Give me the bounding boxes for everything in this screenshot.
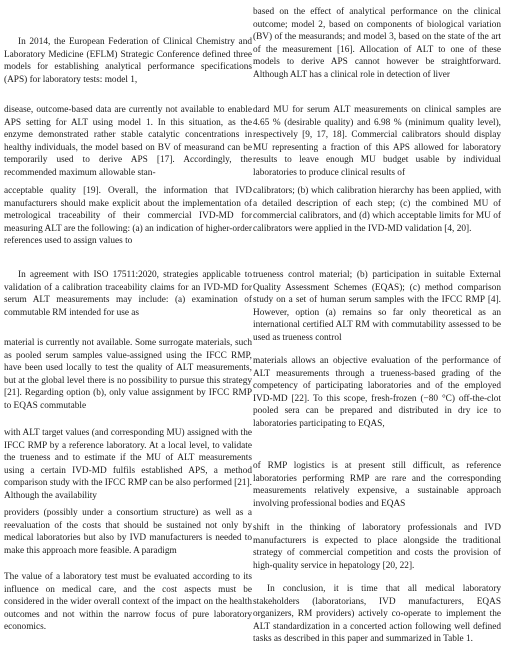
paragraph-ivd-information: acceptable quality [19]. Overall, the information that IVD manufacturers should make explicit about the implementation of metrological traceability of their commercial IVD-MD for measuring ALT are the following: (a) an indication of higher-order references used to assign values to	[4, 186, 252, 247]
paragraph-mu-specifications: dard MU for serum ALT measurements on clinical samples are 4.65 % (desirable quality) and 6.98 % (minimum quality level), respectively [9, 17, 18]. Commercial calibrators should display MU representing a fraction of this APS allowed for laboratory results to leave enough MU budget usable by individual laboratories to produce clinical results of	[253, 105, 501, 178]
paragraph-calibration-hierarchy: calibrators; (b) which calibration hierarchy has been applied, with a detailed description of each step; (c) the combined MU of commercial calibrators, and (d) which acceptable limits for MU of calibrators were applied in the IVD-MD validation [4, 20].	[253, 186, 501, 234]
paragraph-eqas-materials: materials allows an objective evaluation of the performance of ALT measurements through a trueness-based grading of the competency of participating laboratories and of the employed IVD-MD [22]. To this scope, fresh-frozen (−80 °C) off-the-clot pooled sera can be prepared and distributed in dry ice to laboratories participating to EQAS,	[253, 356, 501, 429]
paragraph-surrogate-materials: material is currently not available. Some surrogate materials, such as pooled serum samples value-assigned using the IFCC RMP, have been used locally to test the quality of ALT measurements, but at the global level there is no possibility to pursue this strategy [21]. Regarding option (b), only value assignment by IFCC RMP to EQAS commutable	[4, 338, 252, 411]
paragraph-trueness-control: trueness control material; (b) participation in suitable External Quality Assessment Schemes (EQAS); (c) method comparison study on a set of human serum samples with the IFCC RMP [4]. However, option (a) remains so far only theoretical as an international certified ALT RM with commutability assessed to be used as trueness control	[253, 270, 501, 343]
paragraph-clinical-outcome-model: based on the effect of analytical performance on the clinical outcome; model 2, based on components of biological variation (BV) of the measurands; and model 3, based on the state of the art of the measurement [16]. Allocation of ALT to one of these models to derive APS cannot however be straightforward. Although ALT has a clinical role in detection of liver	[253, 7, 501, 80]
paragraph-aps-models-intro: In 2014, the European Federation of Clinical Chemistry and Laboratory Medicine (EFLM) Strategic Conference defined three models for establishing analytical performance specifications (APS) for laboratory tests: model 1,	[4, 37, 252, 85]
paragraph-conclusion: In conclusion, it is time that all medical laboratory stakeholders (laboratorians, IVD manufacturers, EQAS organizers, RM providers) actively co-operate to implement the ALT standardization in a concerted action following well defined tasks as described in this paper and summarized in Table 1.	[253, 584, 501, 645]
paragraph-rmp-logistics: of RMP logistics is at present still difficult, as reference laboratories performing RMP are rare and the corresponding measurements relatively expensive, a sustainable approach involving professional bodies and EQAS	[253, 461, 501, 509]
paragraph-alt-target-values: with ALT target values (and corresponding MU) assigned with the IFCC RMP by a reference laboratory. At a local level, to validate the trueness and to estimate if the MU of ALT measurements using a certain IVD-MD fulfils established APS, a method comparison study with the IFCC RMP can be also performed [21]. Although the availability	[4, 428, 252, 501]
paragraph-providers-costs: providers (possibly under a consortium structure) as well as a reevaluation of the costs that should be sustained not only by medical laboratories but also by IVD manufacturers is needed to make this approach more feasible. A paradigm	[4, 508, 252, 556]
paragraph-test-value: The value of a laboratory test must be evaluated according to its influence on medical care, and the cost aspects must be considered in the wider overall context of the impact on the health outcomes and not within the narrow focus of pure laboratory economics.	[4, 572, 252, 633]
paragraph-iso-strategies: In agreement with ISO 17511:2020, strategies applicable to validation of a calibration traceability claims for an IVD-MD for serum ALT measurements may include: (a) examination of commutable RM intended for use as	[4, 270, 252, 318]
paragraph-paradigm-shift: shift in the thinking of laboratory professionals and IVD manufacturers is expected to place alongside the traditional strategy of commercial competition and costs the provision of high-quality service in hepatology [20, 22].	[253, 523, 501, 571]
paragraph-bv-model: disease, outcome-based data are currently not available to enable APS setting for ALT using model 1. In this situation, as the enzyme demonstrated rather stable catalytic concentrations in healthy individuals, the model based on BV of measurand can be temporarily used to derive APS [17]. Accordingly, the recommended maximum allowable stan-	[4, 105, 252, 178]
